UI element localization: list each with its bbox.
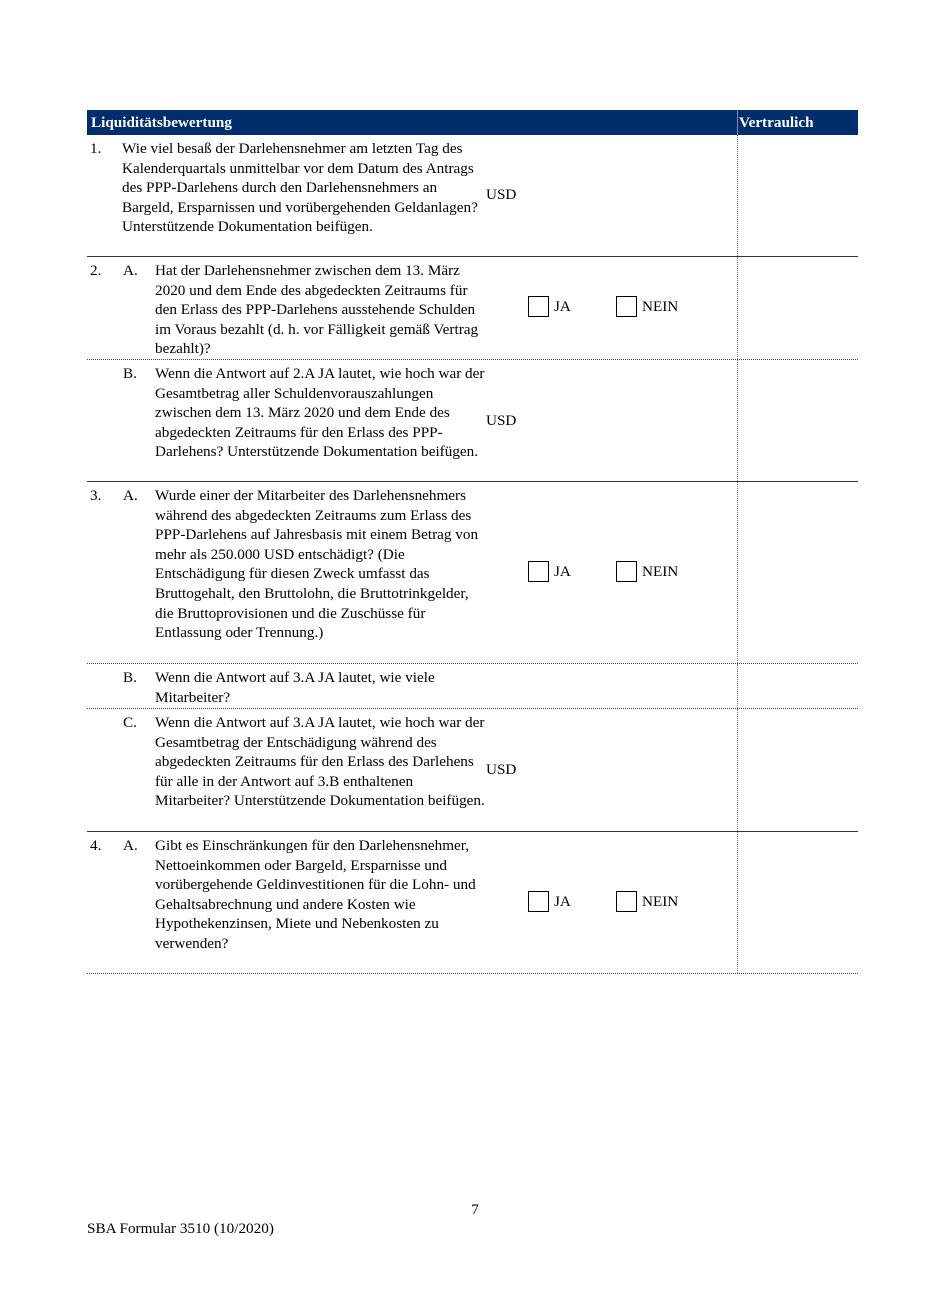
question-2a-no-checkbox[interactable]	[616, 296, 637, 317]
question-2b-text: Wenn die Antwort auf 2.A JA lautet, wie hoch war der Gesamtbetrag aller Schuldenvorauszahlungen zwischen dem 13. März 2020 und dem Ende des abgedeckten Zeitraums für den Erlass des PPP-Darlehens? Unterstützende Dokumentation beifügen.	[155, 365, 485, 461]
question-3-number: 3.	[90, 487, 102, 504]
question-3a-row	[87, 482, 858, 664]
question-3a-yes-checkbox[interactable]	[528, 561, 549, 582]
question-3b-row	[87, 664, 858, 709]
form-footer: SBA Formular 3510 (10/2020)	[87, 1220, 274, 1237]
form-title: Liquiditätsbewertung	[91, 114, 232, 131]
question-3c-label: C.	[123, 714, 137, 731]
question-3c-usd-label: USD	[486, 761, 517, 778]
question-3a-no-checkbox[interactable]	[616, 561, 637, 582]
question-3a-yes-label: JA	[554, 562, 571, 580]
header-divider	[737, 110, 738, 135]
question-4a-yes-label: JA	[554, 892, 571, 910]
question-3a-text: Wurde einer der Mitarbeiter des Darlehensnehmers während des abgedeckten Zeitraums zum Erlass des PPP-Darlehens auf Jahresbasis mit einem Betrag von mehr als 250.000 USD entschädigt? (Die Entschädigung für diesen Zweck umfasst das Bruttogehalt, den Bruttolohn, die Bruttotrinkgelder, die Bruttoprovisionen und die Zuschüsse für Entlassung oder Trennung.)	[155, 487, 479, 642]
question-2b-usd-label: USD	[486, 412, 517, 429]
question-4-number: 4.	[90, 837, 102, 854]
form-header	[87, 110, 858, 135]
question-4a-no-label: NEIN	[642, 892, 679, 910]
question-2a-yes-label: JA	[554, 297, 571, 315]
question-4a-row	[87, 832, 858, 974]
question-3b-label: B.	[123, 669, 137, 686]
question-3a-no-label: NEIN	[642, 562, 679, 580]
confidential-label: Vertraulich	[739, 114, 814, 131]
question-4a-no-option[interactable]	[616, 891, 678, 912]
page-number: 7	[471, 1201, 479, 1218]
question-3a-yes-option[interactable]	[528, 561, 571, 582]
question-2a-no-label: NEIN	[642, 297, 679, 315]
question-4a-text: Gibt es Einschränkungen für den Darlehensnehmer, Nettoeinkommen oder Bargeld, Ersparnisse und vorübergehende Geldinvestitionen für die Lohn- und Gehaltsabrechnung und andere Kosten wie Hypothekenzinsen, Miete und Nebenkosten zu verwenden?	[155, 837, 476, 952]
liquidity-assessment-form	[87, 110, 858, 974]
question-2a-no-option[interactable]	[616, 296, 678, 317]
question-2a-yes-option[interactable]	[528, 296, 571, 317]
question-1-usd-label: USD	[486, 186, 517, 203]
question-4a-no-checkbox[interactable]	[616, 891, 637, 912]
question-2a-row	[87, 257, 858, 360]
question-2a-label: A.	[123, 262, 138, 279]
question-3a-label: A.	[123, 487, 138, 504]
question-4a-yes-option[interactable]	[528, 891, 571, 912]
question-1-text: Wie viel besaß der Darlehensnehmer am letzten Tag des Kalenderquartals unmittelbar vor dem Datum des Antrags des PPP-Darlehens durch den Darlehensnehmers an Bargeld, Ersparnissen und vorübergehenden Geldanlagen? Unterstützende Dokumentation beifügen.	[122, 140, 478, 236]
question-2b-label: B.	[123, 365, 137, 382]
question-2-number: 2.	[90, 262, 102, 279]
question-4a-label: A.	[123, 837, 138, 854]
question-2b-row	[87, 360, 858, 482]
question-3c-row	[87, 709, 858, 832]
question-1-number: 1.	[90, 140, 102, 157]
question-3c-text: Wenn die Antwort auf 3.A JA lautet, wie hoch war der Gesamtbetrag der Entschädigung während des abgedeckten Zeitraums für den Erlass des Darlehens für alle in der Antwort auf 3.B enthaltenen Mitarbeiter? Unterstützende Dokumentation beifügen.	[155, 714, 485, 810]
question-1-row	[87, 135, 858, 257]
question-4a-yes-checkbox[interactable]	[528, 891, 549, 912]
question-2a-text: Hat der Darlehensnehmer zwischen dem 13. März 2020 und dem Ende des abgedeckten Zeitraums für den Erlass des PPP-Darlehens ausstehende Schulden im Voraus bezahlt (d. h. vor Fälligkeit gemäß Vertrag bezahlt)?	[155, 262, 479, 358]
question-3b-text: Wenn die Antwort auf 3.A JA lautet, wie viele Mitarbeiter?	[155, 669, 435, 706]
question-2a-yes-checkbox[interactable]	[528, 296, 549, 317]
question-3a-no-option[interactable]	[616, 561, 678, 582]
